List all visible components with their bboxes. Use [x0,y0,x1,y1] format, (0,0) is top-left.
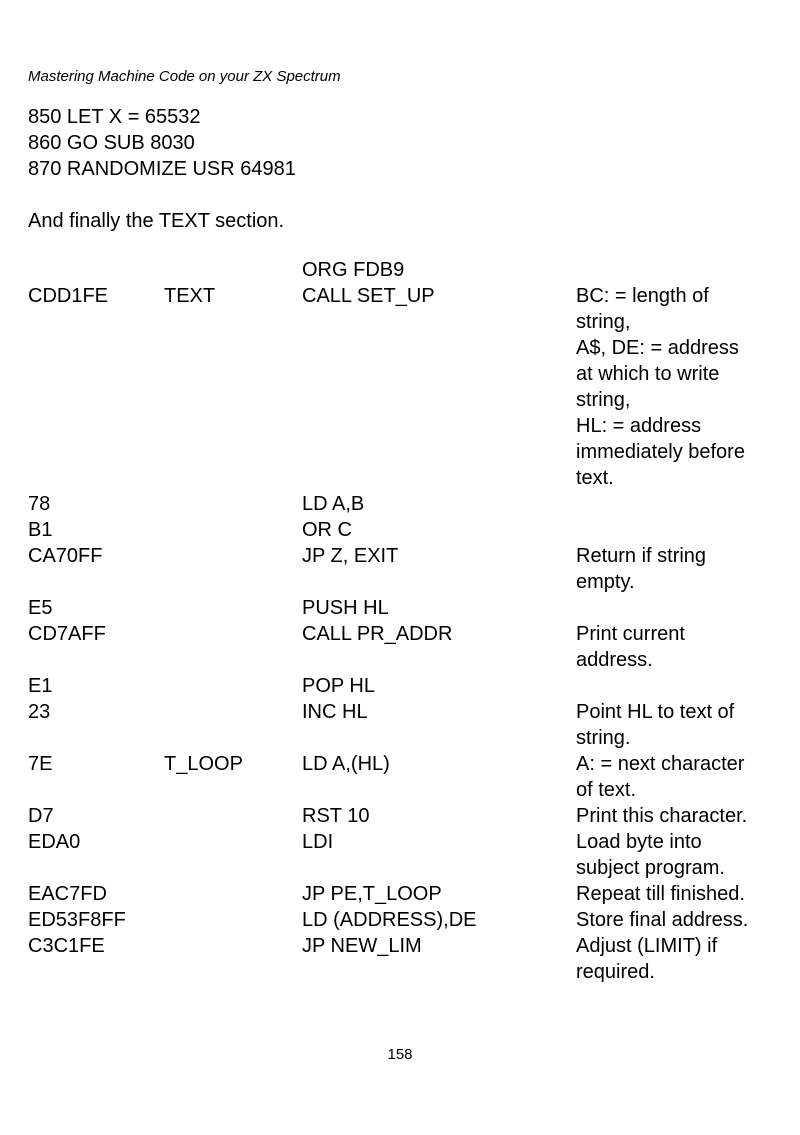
listing-row [28,543,788,595]
instruction: PUSH HL [302,597,389,619]
instruction: RST 10 [302,805,370,827]
instruction: INC HL [302,701,368,723]
assembly-listing [28,257,788,985]
listing-row [28,751,788,803]
listing-row [28,673,788,699]
listing-row [28,595,788,621]
instruction: LD A,B [302,493,365,515]
listing-row [28,907,788,933]
intro-paragraph: And finally the TEXT section. [28,210,285,232]
listing-row [28,829,788,881]
listing-row [28,881,788,907]
instruction: LD (ADDRESS),DE [302,909,477,931]
comment: Return if string empty. [576,545,707,593]
hex-code: EAC7FD [28,883,107,905]
instruction: LDI [302,831,334,853]
hex-code: E5 [28,597,53,619]
comment: Print this character. [576,805,748,827]
hex-code: E1 [28,675,53,697]
listing-row [28,933,788,985]
hex-code: 23 [28,701,51,723]
listing-row [28,803,788,829]
listing-row [28,257,788,283]
instruction: LD A,(HL) [302,753,390,775]
basic-listing [28,104,296,182]
comment: Repeat till finished. [576,883,745,905]
instruction: JP NEW_LIM [302,935,422,957]
listing-row [28,621,788,673]
comment: Adjust (LIMIT) if required. [576,935,718,983]
hex-code: CD7AFF [28,623,106,645]
basic-line: 860 GO SUB 8030 [28,132,195,154]
comment: Store final address. [576,909,749,931]
instruction: OR C [302,519,352,541]
comment: Load byte into subject program. [576,831,725,879]
hex-code: B1 [28,519,53,541]
comment: Point HL to text of string. [576,701,735,749]
basic-line: 870 RANDOMIZE USR 64981 [28,158,296,180]
hex-code: CA70FF [28,545,103,567]
comment: Print current address. [576,623,685,671]
hex-code: D7 [28,805,54,827]
basic-line: 850 LET X = 65532 [28,106,201,128]
hex-code: ED53F8FF [28,909,126,931]
instruction: JP Z, EXIT [302,545,399,567]
label: TEXT [164,285,216,307]
listing-row [28,517,788,543]
listing-row [28,491,788,517]
page-number: 158 [387,1046,413,1063]
hex-code: EDA0 [28,831,81,853]
instruction: CALL SET_UP [302,285,435,307]
instruction: ORG FDB9 [302,259,405,281]
instruction: POP HL [302,675,375,697]
listing-row [28,699,788,751]
comment: BC: = length of string, A$, DE: = address at which to write string, HL: = address immediately before text. [576,285,745,489]
instruction: CALL PR_ADDR [302,623,453,645]
running-header: Mastering Machine Code on your ZX Spectrum [28,68,341,85]
hex-code: 7E [28,753,53,775]
hex-code: CDD1FE [28,285,109,307]
instruction: JP PE,T_LOOP [302,883,442,905]
comment: A: = next character of text. [576,753,745,801]
listing-row [28,283,788,491]
hex-code: 78 [28,493,51,515]
hex-code: C3C1FE [28,935,105,957]
label: T_LOOP [164,753,243,775]
